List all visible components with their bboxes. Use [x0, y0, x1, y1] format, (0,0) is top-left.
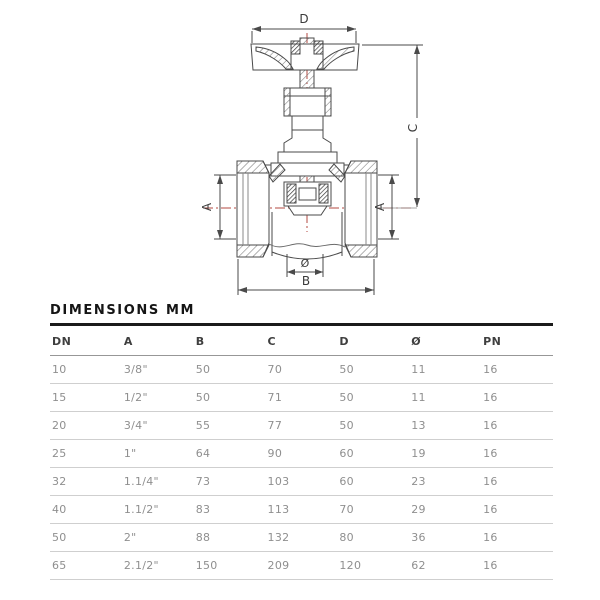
- table-cell: 1.1/4": [122, 468, 194, 496]
- table-cell: 65: [50, 552, 122, 580]
- table-cell: 1": [122, 440, 194, 468]
- table-cell: 1/2": [122, 384, 194, 412]
- table-cell: 50: [337, 412, 409, 440]
- table-row: [50, 496, 553, 524]
- col-header-pn: PN: [481, 326, 553, 356]
- table-cell: 73: [194, 468, 266, 496]
- table-cell: 16: [481, 412, 553, 440]
- table-cell: 80: [337, 524, 409, 552]
- table-cell: 16: [481, 356, 553, 384]
- table-cell: 103: [266, 468, 338, 496]
- table-cell: 64: [194, 440, 266, 468]
- table-cell: 20: [50, 412, 122, 440]
- table-cell: 1.1/2": [122, 496, 194, 524]
- table-cell: 11: [409, 384, 481, 412]
- table-cell: 50: [194, 356, 266, 384]
- table-title: DIMENSIONS MM: [50, 303, 553, 326]
- table-cell: 19: [409, 440, 481, 468]
- table-cell: 70: [266, 356, 338, 384]
- table-cell: 40: [50, 496, 122, 524]
- hub-block-left: [291, 41, 300, 54]
- dimensions-section: [50, 303, 553, 580]
- table-cell: 13: [409, 412, 481, 440]
- dim-a-right-label: A: [373, 202, 387, 212]
- table-cell: 50: [194, 384, 266, 412]
- table-cell: 50: [50, 524, 122, 552]
- table-cell: 132: [266, 524, 338, 552]
- table-cell: 23: [409, 468, 481, 496]
- col-header-c: C: [266, 326, 338, 356]
- table-cell: 10: [50, 356, 122, 384]
- table-cell: 2": [122, 524, 194, 552]
- col-header-a: A: [122, 326, 194, 356]
- bonnet: [260, 88, 355, 176]
- dim-a-left-label: A: [200, 202, 214, 212]
- dim-c-label: C: [406, 123, 420, 133]
- table-cell: 16: [481, 496, 553, 524]
- col-header-diameter: Ø: [409, 326, 481, 356]
- col-header-d: D: [337, 326, 409, 356]
- table-cell: 3/8": [122, 356, 194, 384]
- table-cell: 60: [337, 468, 409, 496]
- dim-diameter-label: Ø: [300, 257, 310, 270]
- dim-d-label: D: [299, 12, 309, 26]
- table-cell: 11: [409, 356, 481, 384]
- table-cell: 60: [337, 440, 409, 468]
- table-cell: 209: [266, 552, 338, 580]
- table-cell: 71: [266, 384, 338, 412]
- table-row: [50, 440, 553, 468]
- table-cell: 25: [50, 440, 122, 468]
- dimensions-table: [50, 326, 553, 580]
- table-cell: 70: [337, 496, 409, 524]
- table-cell: 62: [409, 552, 481, 580]
- table-cell: 83: [194, 496, 266, 524]
- table-row: [50, 468, 553, 496]
- col-header-b: B: [194, 326, 266, 356]
- table-cell: 29: [409, 496, 481, 524]
- table-cell: 32: [50, 468, 122, 496]
- table-cell: 16: [481, 384, 553, 412]
- table-cell: 120: [337, 552, 409, 580]
- table-row: [50, 552, 553, 580]
- table-cell: 113: [266, 496, 338, 524]
- col-header-dn: DN: [50, 326, 122, 356]
- table-row: [50, 384, 553, 412]
- table-cell: 16: [481, 440, 553, 468]
- table-cell: 150: [194, 552, 266, 580]
- table-cell: 50: [337, 356, 409, 384]
- table-cell: 2.1/2": [122, 552, 194, 580]
- handwheel: [251, 41, 359, 70]
- table-row: [50, 524, 553, 552]
- table-cell: 16: [481, 552, 553, 580]
- table-cell: 77: [266, 412, 338, 440]
- table-row: [50, 412, 553, 440]
- table-cell: 36: [409, 524, 481, 552]
- table-row: [50, 356, 553, 384]
- table-cell: 50: [337, 384, 409, 412]
- table-cell: 16: [481, 468, 553, 496]
- table-cell: 3/4": [122, 412, 194, 440]
- hub-block-right: [314, 41, 323, 54]
- dim-b-label: B: [301, 274, 311, 288]
- table-cell: 55: [194, 412, 266, 440]
- table-cell: 90: [266, 440, 338, 468]
- table-cell: 15: [50, 384, 122, 412]
- dim-a-left: [200, 175, 236, 239]
- table-cell: 88: [194, 524, 266, 552]
- table-header-row: [50, 326, 553, 356]
- table-cell: 16: [481, 524, 553, 552]
